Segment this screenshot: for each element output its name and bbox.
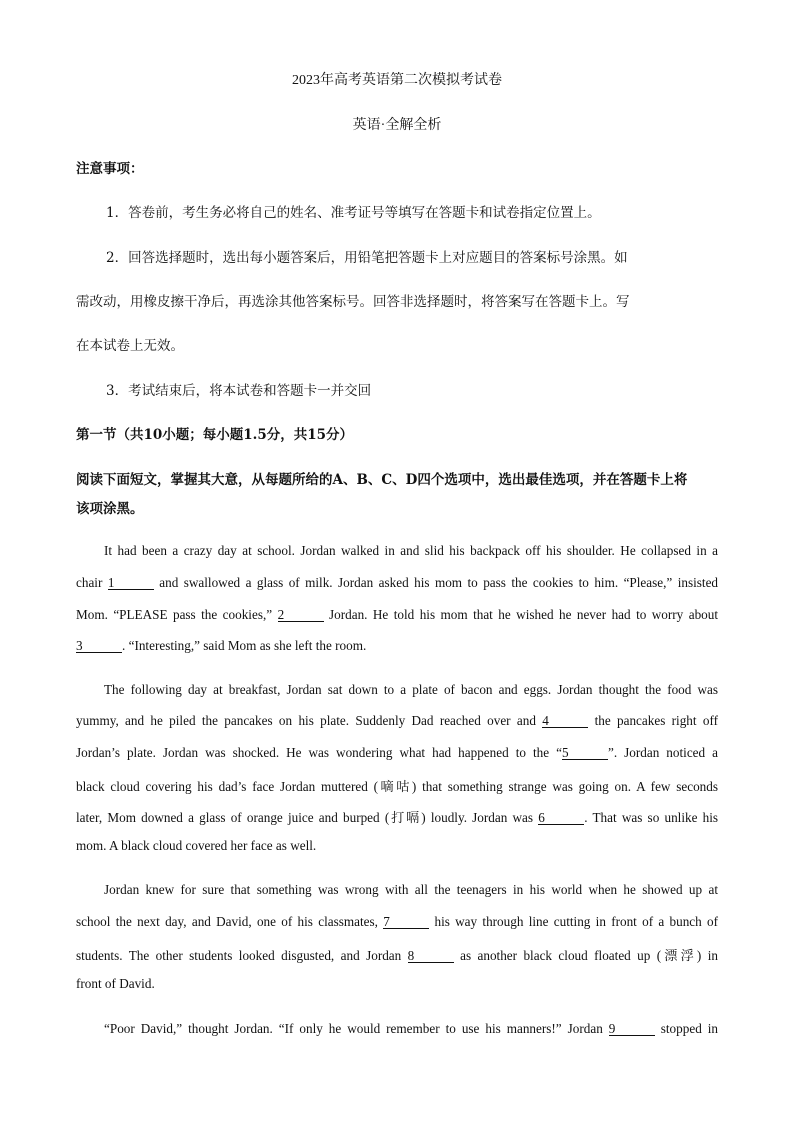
section-heading: 第一节（共10小题；每小题1.5分，共15分）	[76, 427, 354, 443]
blank-9: 9	[609, 1023, 655, 1036]
p1-line-3: Mom. “PLEASE pass the cookies,” 2 Jordan. He told his mom that he wished he never had to worry about	[76, 607, 719, 622]
p3-line-3: students. The other students looked disgusted, and Jordan 8 as another black cloud floated up (漂浮) in	[76, 948, 718, 963]
blank-3: 3	[76, 640, 122, 653]
p2-line-5: later, Mom downed a glass of orange juice and burped (打嗝) loudly. Jordan was 6 . That was so unlike his	[76, 810, 719, 825]
p3-line-2: school the next day, and David, one of his classmates, 7 his way through line cutting in front of a bunch of	[76, 914, 719, 929]
p1-line-1: It had been a crazy day at school. Jordan walked in and slid his backpack off his shoulder. He collapsed in a	[104, 543, 718, 558]
blank-5: 5	[562, 747, 608, 760]
blank-1: 1	[108, 577, 154, 590]
p2-line-4: black cloud covering his dad’s face Jordan muttered (嘀咕) that something strange was going on. A few seconds	[76, 779, 718, 794]
p2-line-6: mom. A black cloud covered her face as well.	[76, 838, 317, 853]
p1-line-2: chair 1 and swallowed a glass of milk. Jordan asked his mom to pass the cookies to him. “Please,” insisted	[76, 575, 719, 590]
page-title: 2023年高考英语第二次模拟考试卷	[292, 73, 502, 88]
notes-item-3: 3．考试结束后，将本试卷和答题卡一并交回	[106, 383, 372, 399]
p2-line-2: yummy, and he piled the pancakes on his plate. Suddenly Dad reached over and 4 the pancakes right off	[76, 713, 719, 728]
section-instruction-line-1: 阅读下面短文，掌握其大意，从每题所给的A、B、C、D四个选项中，选出最佳选项，并在答题卡上将	[76, 472, 688, 488]
notes-item-2-line-3: 在本试卷上无效。	[76, 338, 184, 354]
notes-item-1: 1．答卷前，考生务必将自己的姓名、准考证号等填写在答题卡和试卷指定位置上。	[106, 205, 601, 221]
notes-item-2-line-1: 2．回答选择题时，选出每小题答案后，用铅笔把答题卡上对应题目的答案标号涂黑。如	[106, 250, 628, 266]
notes-heading: 注意事项：	[76, 161, 144, 177]
p4-line-1: “Poor David,” thought Jordan. “If only he would remember to use his manners!” Jordan 9 stopped in	[104, 1021, 719, 1036]
page-subtitle: 英语·全解全析	[352, 118, 442, 133]
blank-2: 2	[278, 609, 324, 622]
blank-4: 4	[542, 715, 588, 728]
section-instruction-line-2: 该项涂黑。	[76, 501, 144, 517]
p3-line-4: front of David.	[76, 976, 155, 991]
blank-6: 6	[538, 812, 584, 825]
blank-7: 7	[383, 916, 429, 929]
p1-line-4: 3 . “Interesting,” said Mom as she left the room.	[76, 638, 367, 653]
notes-item-2-line-2: 需改动，用橡皮擦干净后，再选涂其他答案标号。回答非选择题时，将答案写在答题卡上。写	[76, 294, 630, 310]
p2-line-1: The following day at breakfast, Jordan sat down to a plate of bacon and eggs. Jordan thought the food was	[104, 682, 718, 697]
p3-line-1: Jordan knew for sure that something was wrong with all the teenagers in his world when he showed up at	[104, 882, 718, 897]
p2-line-3: Jordan’s plate. Jordan was shocked. He was wondering what had happened to the “5 ”. Jordan noticed a	[76, 745, 718, 760]
blank-8: 8	[408, 950, 454, 963]
